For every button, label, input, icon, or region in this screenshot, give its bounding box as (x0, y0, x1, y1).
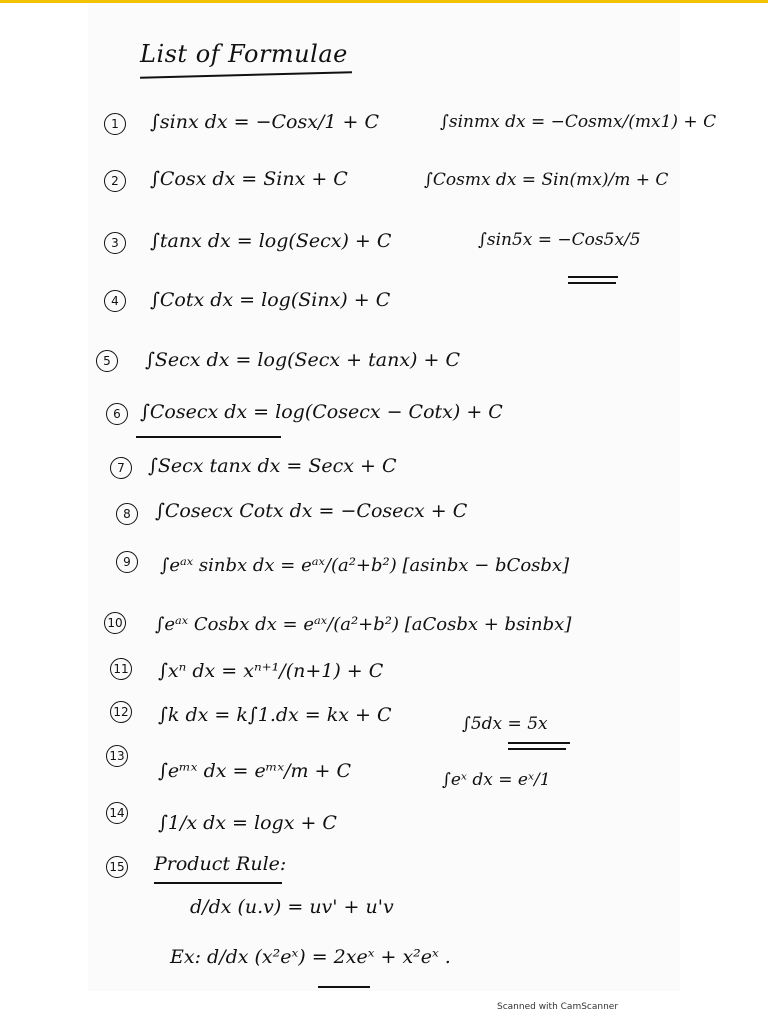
formula-cotx: ∫Cotx dx = log(Sinx) + C (150, 289, 391, 311)
formula-one-over-x: ∫1/x dx = logx + C (158, 812, 337, 834)
formula-secx: ∫Secx dx = log(Secx + tanx) + C (145, 349, 461, 371)
formula-number: 5 (96, 350, 118, 372)
formula-number: 14 (106, 802, 128, 824)
side-note-5dx: ∫5dx = 5x (462, 714, 548, 734)
side-note-cosmx: ∫Cosmx dx = Sin(mx)/m + C (424, 170, 669, 190)
formula-secx-tanx: ∫Secx tanx dx = Secx + C (148, 455, 397, 477)
product-rule-heading: Product Rule: (154, 853, 287, 875)
side-note-underline (568, 276, 618, 278)
scanner-watermark: Scanned with CamScanner (497, 1002, 619, 1012)
formula-number: 4 (104, 290, 126, 312)
formula-emx: ∫eᵐˣ dx = eᵐˣ/m + C (158, 760, 352, 782)
side-note-underline (568, 282, 616, 284)
page-title: List of Formulae (140, 40, 348, 68)
formula-number: 6 (106, 403, 128, 425)
product-rule-formula: d/dx (u.v) = uv' + u'v (190, 896, 394, 918)
scanned-page (88, 3, 680, 991)
formula-number: 15 (106, 856, 128, 878)
formula-cosx: ∫Cosx dx = Sinx + C (150, 168, 348, 190)
formula-number: 7 (110, 457, 132, 479)
formula-cosecx-cotx: ∫Cosecx Cotx dx = −Cosecx + C (155, 500, 468, 522)
side-note-underline (508, 742, 570, 744)
product-rule-example: Ex: d/dx (x²eˣ) = 2xeˣ + x²eˣ . (170, 946, 451, 968)
side-note-sin5x: ∫sin5x = −Cos5x/5 (478, 230, 641, 250)
formula-number: 8 (116, 503, 138, 525)
formula-underline (136, 436, 281, 438)
side-note-ex: ∫eˣ dx = eˣ/1 (442, 770, 551, 790)
formula-k: ∫k dx = k∫1.dx = kx + C (158, 704, 392, 726)
formula-cosecx: ∫Cosecx dx = log(Cosecx − Cotx) + C (140, 401, 503, 423)
formula-number: 12 (110, 701, 132, 723)
formula-eax-cosbx: ∫eᵃˣ Cosbx dx = eᵃˣ/(a²+b²) [aCosbx + bsinbx] (155, 614, 572, 635)
formula-number: 11 (110, 658, 132, 680)
formula-number: 1 (104, 113, 126, 135)
formula-number: 10 (104, 612, 126, 634)
formula-eax-sinbx: ∫eᵃˣ sinbx dx = eᵃˣ/(a²+b²) [asinbx − bCosbx] (160, 555, 570, 576)
formula-tanx: ∫tanx dx = log(Secx) + C (150, 230, 392, 252)
side-note-sinmx: ∫sinmx dx = −Cosmx/(mx1) + C (440, 112, 717, 132)
formula-number: 13 (106, 745, 128, 767)
formula-number: 9 (116, 551, 138, 573)
formula-sinx: ∫sinx dx = −Cosx/1 + C (150, 111, 379, 133)
side-note-underline (508, 748, 566, 750)
example-underline (318, 986, 370, 988)
formula-number: 3 (104, 232, 126, 254)
formula-xn: ∫xⁿ dx = xⁿ⁺¹/(n+1) + C (158, 660, 384, 682)
formula-number: 2 (104, 170, 126, 192)
product-rule-underline (154, 882, 282, 884)
